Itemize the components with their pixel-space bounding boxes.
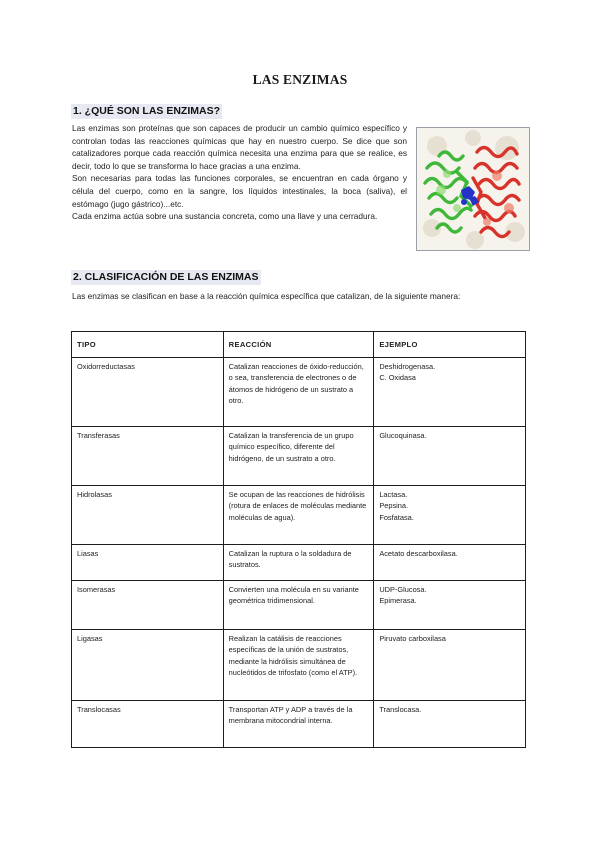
protein-structure-icon (417, 128, 529, 250)
enzyme-structure-figure (416, 127, 530, 251)
cell-ejemplo (374, 701, 526, 748)
cell-tipo: Translocasas (72, 701, 224, 748)
example-item: Pepsina. (379, 501, 409, 511)
cell-tipo: Oxidorreductasas (72, 358, 224, 427)
cell-reaccion: Se ocupan de las reacciones de hidrólisis (rotura de enlaces de moléculas mediante moléculas de agua). (223, 486, 374, 545)
section1-paragraph: Cada enzima actúa sobre una sustancia concreta, como una llave y una cerradura. (72, 211, 378, 222)
cell-tipo: Hidrolasas (72, 486, 224, 545)
page-title: LAS ENZIMAS (252, 72, 348, 87)
cell-reaccion: Convierten una molécula en su variante geométrica tridimensional. (223, 581, 374, 630)
cell-tipo: Isomerasas (72, 581, 224, 630)
table-row (72, 486, 526, 545)
example-item: Epimerasa. (379, 596, 417, 606)
cell-reaccion: Transportan ATP y ADP a través de la membrana mitocondrial interna. (223, 701, 374, 748)
cell-ejemplo (374, 486, 526, 545)
table-row (72, 630, 526, 701)
section2-intro: Las enzimas se clasifican en base a la reacción química específica que catalizan, de la siguiente manera: (72, 291, 461, 301)
table-row (72, 545, 526, 581)
table-row (72, 581, 526, 630)
column-header-tipo: TIPO (72, 332, 224, 358)
section-heading-classification: 2. CLASIFICACIÓN DE LAS ENZIMAS (73, 271, 259, 283)
column-header-reaccion: REACCIÓN (223, 332, 374, 358)
example-item: Lactasa. (379, 490, 408, 499)
example-item: Fosfatasa. (379, 512, 414, 522)
enzyme-classification-table (71, 331, 526, 748)
cell-ejemplo (374, 358, 526, 427)
cell-tipo: Liasas (72, 545, 224, 581)
example-item: Deshidrogenasa. (379, 362, 436, 371)
cell-reaccion: Catalizan reacciones de óxido-reducción, o sea, transferencia de electrones o de átomos de hidrógeno de un sustrato a otro. (223, 358, 374, 427)
example-item: Glucoquinasa. (379, 431, 427, 440)
cell-ejemplo (374, 581, 526, 630)
cell-reaccion: Catalizan la ruptura o la soldadura de sustratos. (223, 545, 374, 581)
section1-paragraph: Las enzimas son proteínas que son capaces de producir un cambio químico específico y controlan todas las reacciones químicas que hay en nuestro cuerpo. Se dice que son catalizadores porque cada reacción química necesita una enzima para que se realice, es decir, todo lo que se transforma lo hace gracias a una enzima. (72, 123, 407, 171)
section1-body (72, 122, 407, 223)
example-item: Acetato descarboxilasa. (379, 549, 458, 558)
example-item: UDP-Glucosa. (379, 585, 427, 594)
cell-tipo: Transferasas (72, 427, 224, 486)
cell-tipo: Ligasas (72, 630, 224, 701)
table-row (72, 427, 526, 486)
table-row (72, 358, 526, 427)
cell-ejemplo (374, 427, 526, 486)
column-header-ejemplo: EJEMPLO (374, 332, 526, 358)
section-heading-what-are-enzymes: 1. ¿QUÉ SON LAS ENZIMAS? (73, 105, 221, 117)
section1-paragraph: Son necesarias para todas las funciones corporales, se encuentran en cada órgano y célula del cuerpo, como en la sangre, los líquidos intestinales, la boca (saliva), el estómago (jugo gástrico)...etc. (72, 173, 407, 209)
table-row (72, 701, 526, 748)
cell-ejemplo (374, 545, 526, 581)
table-header-row (72, 332, 526, 358)
cell-reaccion: Realizan la catálisis de reacciones específicas de la unión de sustratos, mediante la hidrólisis simultánea de nucleótidos de trifosfato (como el ATP). (223, 630, 374, 701)
cell-ejemplo (374, 630, 526, 701)
example-item: Piruvato carboxilasa (379, 634, 446, 643)
cell-reaccion: Catalizan la transferencia de un grupo químico específico, diferente del hidrógeno, de un sustrato a otro. (223, 427, 374, 486)
example-item: Translocasa. (379, 705, 422, 714)
example-item: C. Oxidasa (379, 373, 416, 383)
